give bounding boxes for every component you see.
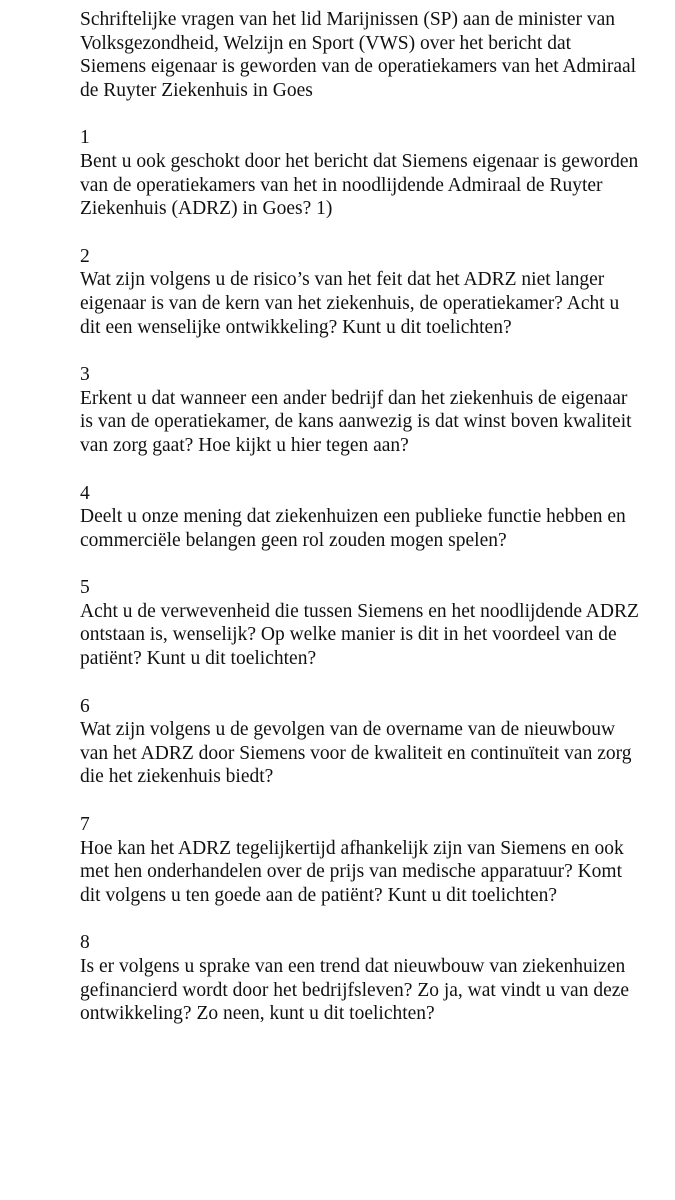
question-number: 7 bbox=[80, 814, 90, 836]
question-6 bbox=[80, 695, 640, 789]
question-number: 5 bbox=[80, 577, 90, 599]
question-number: 3 bbox=[80, 364, 90, 386]
question-4 bbox=[80, 482, 640, 553]
question-number: 6 bbox=[80, 695, 90, 717]
question-text: Wat zijn volgens u de risico’s van het feit dat het ADRZ niet langer eigenaar is van de kern van het ziekenhuis, de operatiekamer? Acht u dit een wenselijke ontwikkeling? Kunt u dit toelichten? bbox=[80, 269, 620, 338]
question-text: Acht u de verwevenheid die tussen Siemens en het noodlijdende ADRZ ontstaan is, wenselijk? Op welke manier is dit in het voordeel van de patiënt? Kunt u dit toelichten? bbox=[80, 600, 639, 670]
question-7 bbox=[80, 813, 640, 907]
question-number: 2 bbox=[80, 245, 90, 267]
question-1 bbox=[80, 126, 640, 220]
question-text: Is er volgens u sprake van een trend dat nieuwbouw van ziekenhuizen gefinancierd wordt door het bedrijfsleven? Zo ja, wat vindt u van deze ontwikkeling? Zo neen, kunt u dit toelichten? bbox=[80, 956, 630, 1025]
question-5 bbox=[80, 576, 640, 670]
question-number: 8 bbox=[80, 932, 90, 954]
question-text: Wat zijn volgens u de gevolgen van de overname van de nieuwbouw van het ADRZ door Siemens voor de kwaliteit en continuïteit van zorg die het ziekenhuis biedt? bbox=[80, 719, 632, 788]
question-number: 4 bbox=[80, 482, 90, 504]
question-text: Bent u ook geschokt door het bericht dat Siemens eigenaar is geworden van de operatiekamers van het in noodlijdende Admiraal de Ruyter Ziekenhuis (ADRZ) in Goes? 1) bbox=[80, 150, 639, 220]
question-text: Deelt u onze mening dat ziekenhuizen een publieke functie hebben en commerciële belangen geen rol zouden mogen spelen? bbox=[80, 506, 626, 551]
document-title: Schriftelijke vragen van het lid Marijnissen (SP) aan de minister van Volksgezondheid, Welzijn en Sport (VWS) over het bericht dat Siemens eigenaar is geworden van de operatiekamers van het Admiraal de Ruyter Ziekenhuis in Goes bbox=[80, 9, 637, 101]
question-2 bbox=[80, 245, 640, 339]
question-3 bbox=[80, 363, 640, 457]
question-text: Hoe kan het ADRZ tegelijkertijd afhankelijk zijn van Siemens en ook met hen onderhandelen over de prijs van medische apparatuur? Komt dit volgens u ten goede aan de patiënt? Kunt u dit toelichten? bbox=[80, 837, 624, 906]
question-8 bbox=[80, 931, 640, 1025]
question-text: Erkent u dat wanneer een ander bedrijf dan het ziekenhuis de eigenaar is van de operatiekamer, de kans aanwezig is dat winst boven kwaliteit van zorg gaat? Hoe kijkt u hier tegen aan? bbox=[80, 387, 632, 456]
document-page bbox=[80, 8, 640, 1050]
question-number: 1 bbox=[80, 127, 90, 149]
